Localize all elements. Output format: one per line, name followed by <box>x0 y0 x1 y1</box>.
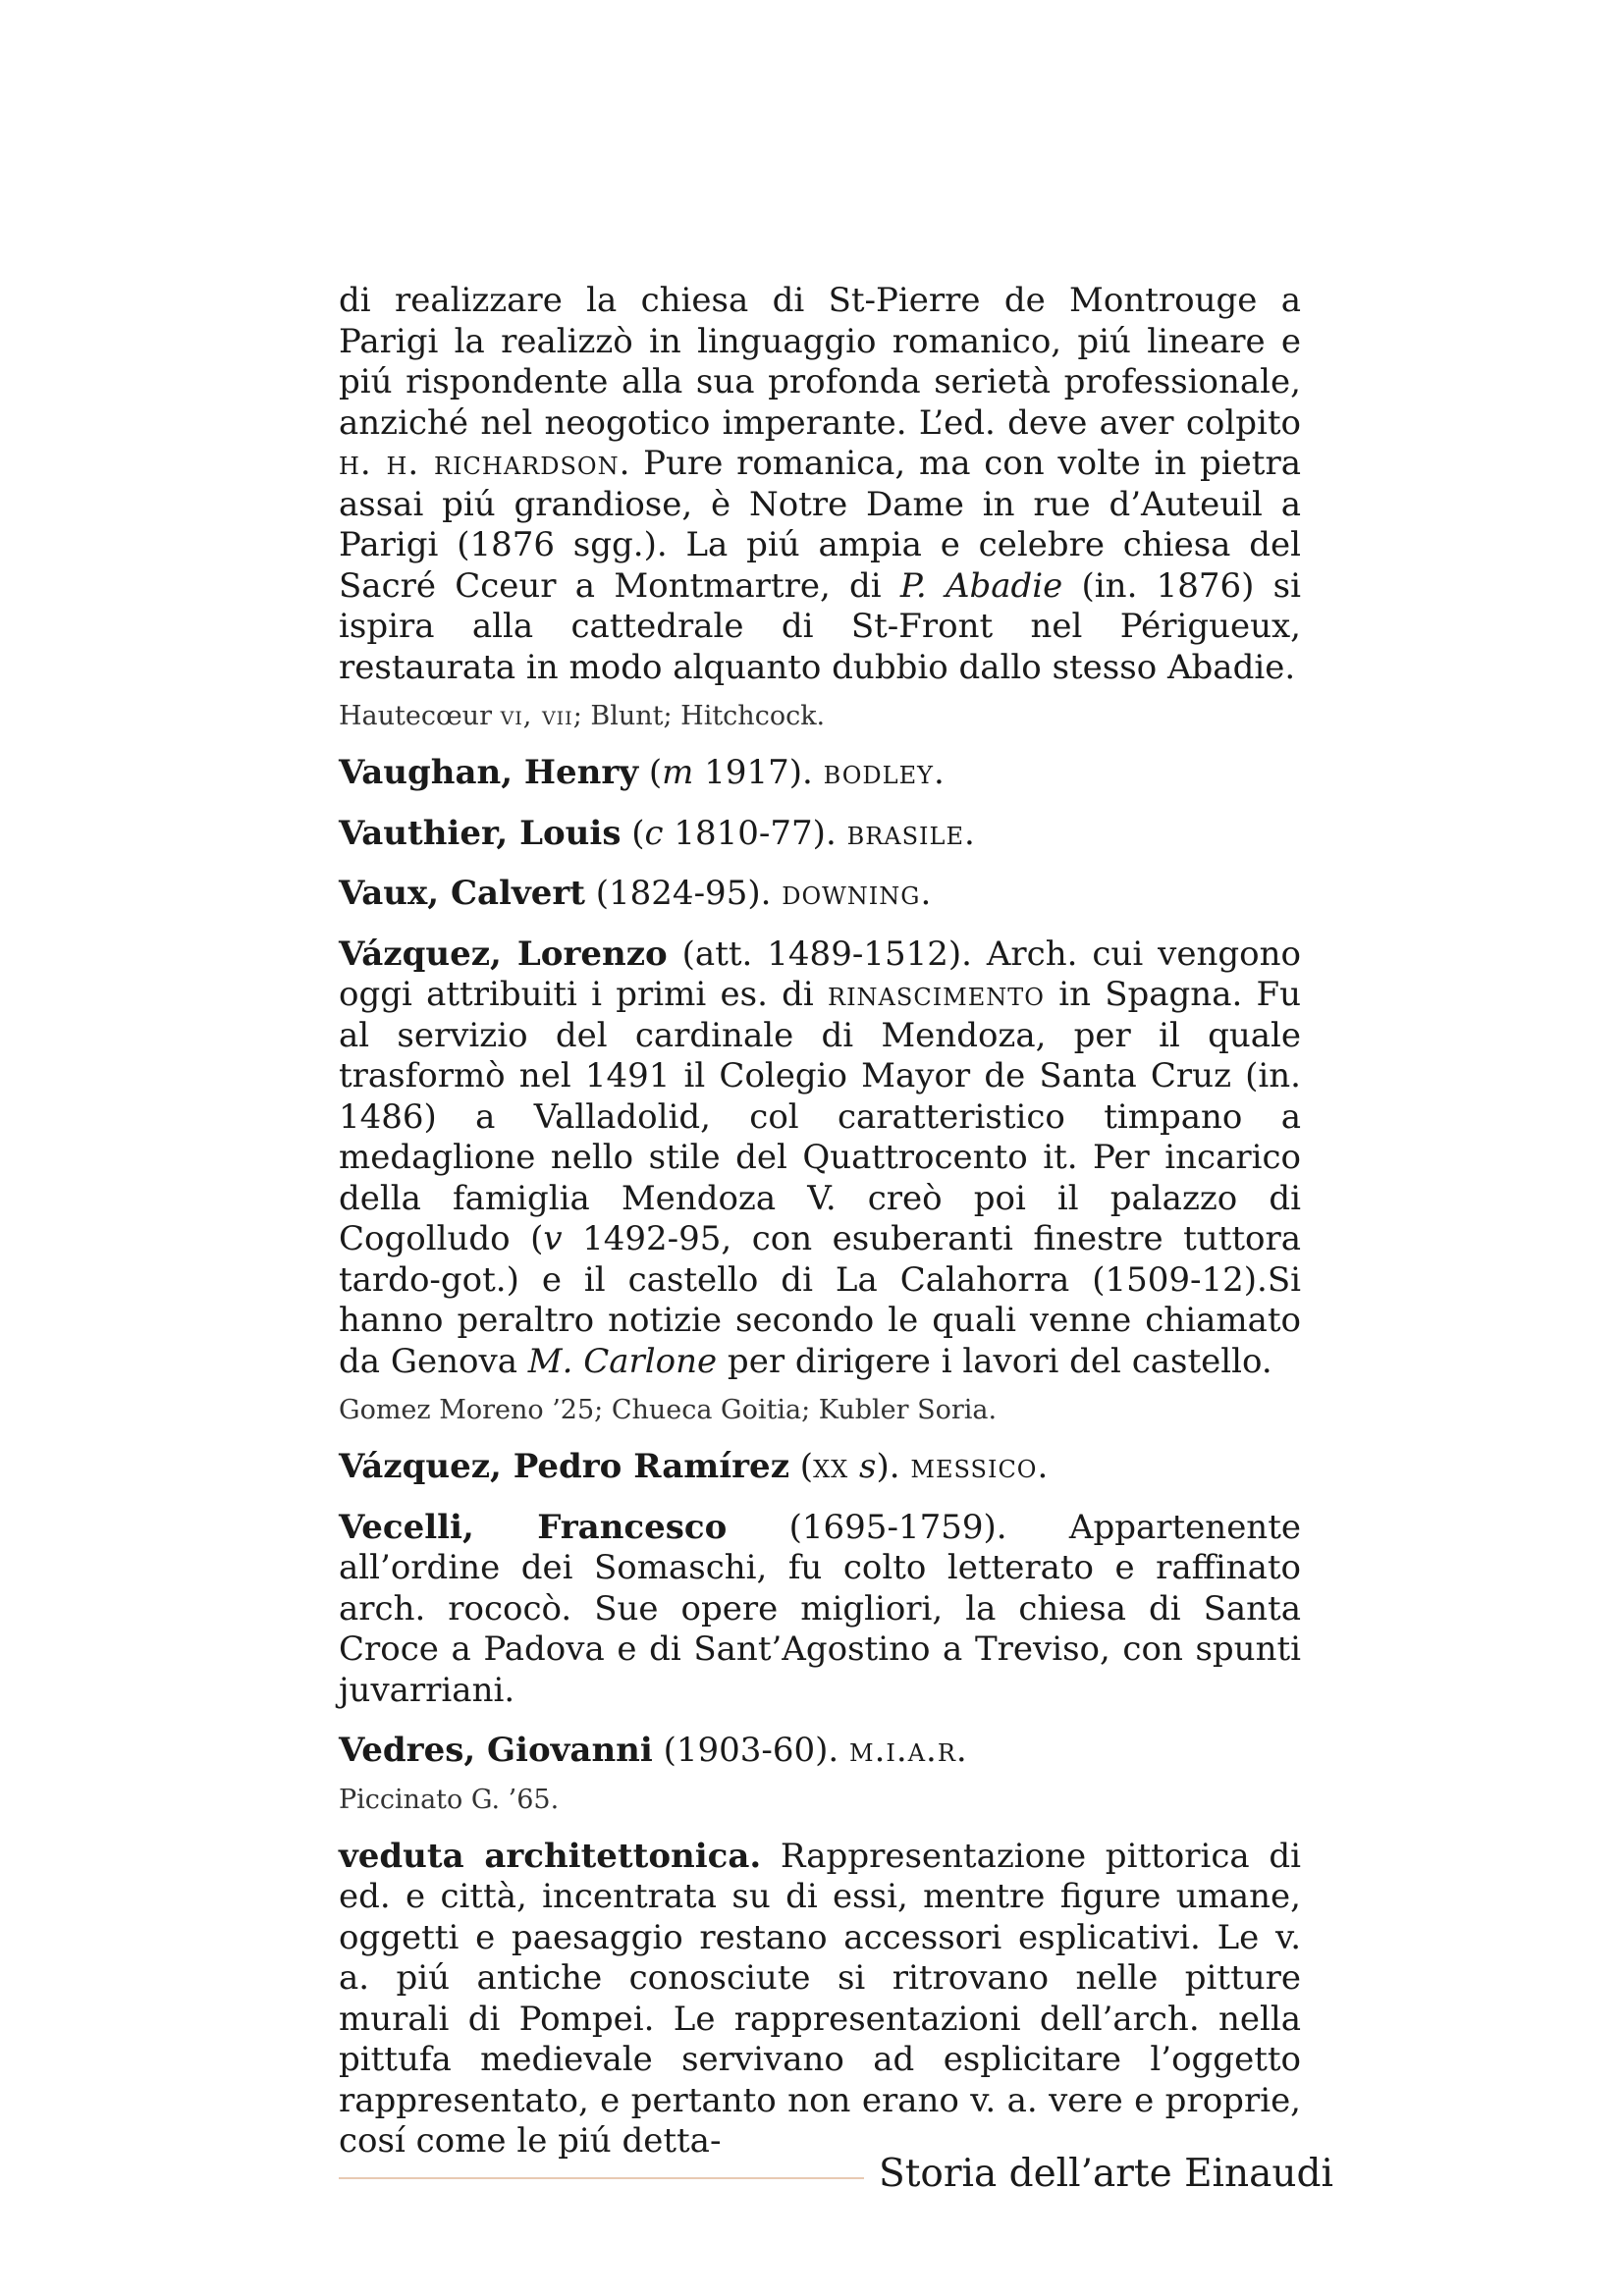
entry-vaughan: Vaughan, Henry (m 1917). bodley. <box>339 753 945 792</box>
cross-reference: bodley <box>823 753 934 792</box>
entry-vazquez-lorenzo: Vázquez, Lorenzo (att. 1489-1512). Arch. cui vengono oggi attribuiti i primi es. di rinascimento in Spagna. Fu al servizio del cardinale di Mendoza, per il quale trasformò nel 1491 il Colegio Mayor de Santa Cruz (in. 1486) a Valladolid, col caratteristico timpano a medaglione nello stile del Quattrocento it. Per incarico della famiglia Mendoza V. creò poi il palazzo di Cogolludo (v 1492-95, con esuberanti finestre tuttora tardo-got.) e il castello di La Calahorra (1509-12).Si hanno peraltro notizie secondo le quali venne chiamato da Genova M. Carlone per dirigere i lavori del castello. <box>339 934 1302 1381</box>
headword: Vedres, Giovanni <box>339 1731 653 1770</box>
entry-vazquez-pedro: Vázquez, Pedro Ramírez (xx s). messico. <box>339 1447 1049 1486</box>
bibliography: Gomez Moreno ’25; Chueca Goitia; Kubler Soria. <box>339 1395 998 1425</box>
footer-title: Storia dell’arte Einaudi <box>879 2152 1333 2196</box>
footer-divider <box>339 2177 864 2179</box>
headword: Vecelli, Francesco <box>339 1507 728 1547</box>
entry-veduta-architettonica: veduta architettonica. Rappresentazione pittorica di ed. e città, incentrata su di essi, mentre figure umane, oggetti e paesaggio restano accessori esplicativi. Le v. a. piú antiche conosciute si ritrovano nelle pitture murali di Pompei. Le rappresentazioni dell’arch. nella pittufa medievale servivano ad esplicitare l’oggetto rappresentato, e pertanto non erano v. a. vere e proprie, cosí come le piú detta- <box>339 1836 1301 2161</box>
headword: Vauthier, Louis <box>339 813 622 853</box>
headword: Vázquez, Pedro Ramírez <box>339 1447 789 1486</box>
entry-vauthier: Vauthier, Louis (c 1810-77). brasile. <box>339 813 975 853</box>
person-name: M. Carlone <box>527 1341 718 1381</box>
cross-reference: messico <box>910 1447 1038 1486</box>
cross-reference: downing <box>782 874 921 913</box>
entry-vedres: Vedres, Giovanni (1903-60). m.i.a.r. <box>339 1731 967 1770</box>
headword: Vázquez, Lorenzo <box>339 934 668 974</box>
headword: Vaughan, Henry <box>339 753 639 792</box>
entry-vaux: Vaux, Calvert (1824-95). downing. <box>339 874 932 913</box>
cross-reference: rinascimento <box>828 975 1045 1014</box>
page-body <box>339 281 1301 2163</box>
entry-vecelli: Vecelli, Francesco (1695-1759). Appartenente all’ordine dei Somaschi, fu colto letterato e raffinato arch. rococò. Sue opere migliori, la chiesa di Santa Croce a Padova e di Sant’Agostino a Treviso, con spunti juvarriani. <box>339 1507 1301 1710</box>
bibliography: Hautecœur vi, vii; Blunt; Hitchcock. <box>339 701 826 731</box>
cross-reference: m.i.a.r <box>849 1731 956 1770</box>
cross-reference: h. h. richardson <box>339 444 620 483</box>
headword: veduta architettonica. <box>339 1836 762 1876</box>
continued-entry-text: di realizzare la chiesa di St-Pierre de Montrouge a Parigi la realizzò in linguaggio romanico, piú lineare e piú rispondente alla sua profonda serietà professionale, anziché nel neogotico imperante. L’ed. deve aver colpito h. h. richardson. Pure romanica, ma con volte in pietra assai piú grandiose, è Notre Dame in rue d’Auteuil a Parigi (1876 sgg.). La piú ampia e celebre chiesa del Sacré Cceur a Montmartre, di P. Abadie (in. 1876) si ispira alla cattedrale di St-Front nel Périgueux, restaurata in modo alquanto dubbio dallo stesso Abadie. <box>339 281 1301 687</box>
person-name: P. Abadie <box>899 565 1063 606</box>
cross-reference: brasile <box>846 813 964 853</box>
headword: Vaux, Calvert <box>339 874 585 913</box>
bibliography: Piccinato G. ’65. <box>339 1784 560 1815</box>
